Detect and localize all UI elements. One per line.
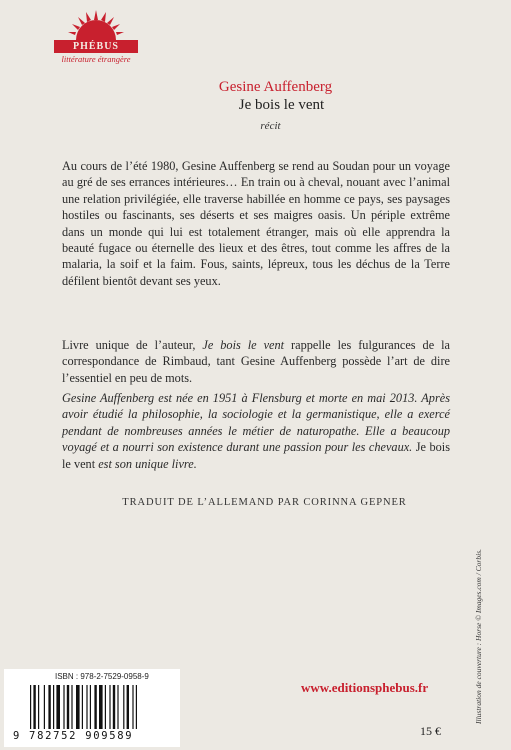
barcode-bar	[86, 685, 87, 729]
barcode-bar	[38, 685, 39, 729]
barcode-bar	[90, 685, 91, 729]
barcode-bar	[30, 685, 31, 729]
translator-credit: TRADUIT DE L’ALLEMAND PAR CORINNA GEPNER	[122, 497, 407, 508]
bio-text-end: est son unique livre.	[95, 456, 197, 471]
barcode-bar	[76, 685, 80, 729]
blurb-p2-title: Je bois le vent	[202, 338, 285, 352]
book-genre: récit	[260, 120, 281, 132]
barcode	[30, 685, 170, 729]
barcode-bar	[127, 685, 129, 729]
barcode-bar	[123, 685, 124, 729]
barcode-bar	[136, 685, 137, 729]
cover-illustration-credit: Illustration de couverture : Horse © Images.com / Corbis.	[474, 549, 483, 724]
publisher-website[interactable]: www.editionsphebus.fr	[301, 680, 429, 695]
barcode-bar	[56, 685, 60, 729]
blurb-paragraph-1: Au cours de l’été 1980, Gesine Auffenberg se rend au Soudan pour un voyage au gré de ses errances intérieures… En train ou à cheval, nouant avec l’animal une relation privilégiée, elle traverse habillée en homme ce pays, ses paysages hostiles ou fascinants, ses déserts et ses maigres oasis. Un périple extrême dans un monde qui lui est totalement étranger, mais où elle apprendra la beauté fugace ou éternelle des lieux et des êtres, tout comme les affres de la malaria, la soif et la faim. Fous, saints, lépreux, tous les déchus de la Terre défilent bientôt devant ses yeux.	[62, 159, 450, 288]
author-bio	[62, 390, 450, 472]
barcode-bar	[67, 685, 69, 729]
blurb-paragraph-2	[62, 337, 450, 386]
barcode-bar	[113, 685, 115, 729]
barcode-digits: 9 782752 909589	[13, 730, 134, 742]
barcode-bar	[105, 685, 106, 729]
blurb-p2-text-end: rappelle les fulgurances de la correspondance de Rimbaud, tant Gesine Auffenberg possède l’art de dire l’essentiel en peu de mots.	[62, 338, 450, 385]
barcode-bar	[132, 685, 133, 729]
barcode-bar	[99, 685, 103, 729]
barcode-bar	[48, 685, 50, 729]
barcode-bar	[109, 685, 110, 729]
publisher-subtitle: littérature étrangère	[61, 54, 131, 64]
bio-text: Gesine Auffenberg est née en 1951 à Flensburg et morte en mai 2013. Après avoir étudié la philosophie, la sociologie et la germanistique, elle a exercé pendant de nombreuses années le métier de naturopathe. Elle a beaucoup voyagé et a nourri son existence durant une passion pour les chevaux.	[62, 391, 450, 455]
barcode-bar	[71, 685, 72, 729]
publisher-name: PHÉBUS	[72, 41, 119, 52]
book-title: Je bois le vent	[238, 97, 325, 113]
barcode-bar	[117, 685, 118, 729]
blurb-p2-text: Livre unique de l’auteur,	[62, 338, 203, 352]
barcode-bar	[44, 685, 45, 729]
barcode-bar	[82, 685, 83, 729]
barcode-bar	[53, 685, 54, 729]
barcode-bar	[94, 685, 96, 729]
barcode-bar	[33, 685, 35, 729]
bio-title: Je bois le vent	[62, 440, 450, 471]
price: 15 €	[420, 724, 441, 738]
isbn-label: ISBN : 978-2-7529-0958-9	[55, 672, 149, 681]
publisher-logo	[48, 4, 144, 68]
author-name: Gesine Auffenberg	[218, 79, 333, 95]
barcode-bar	[63, 685, 64, 729]
